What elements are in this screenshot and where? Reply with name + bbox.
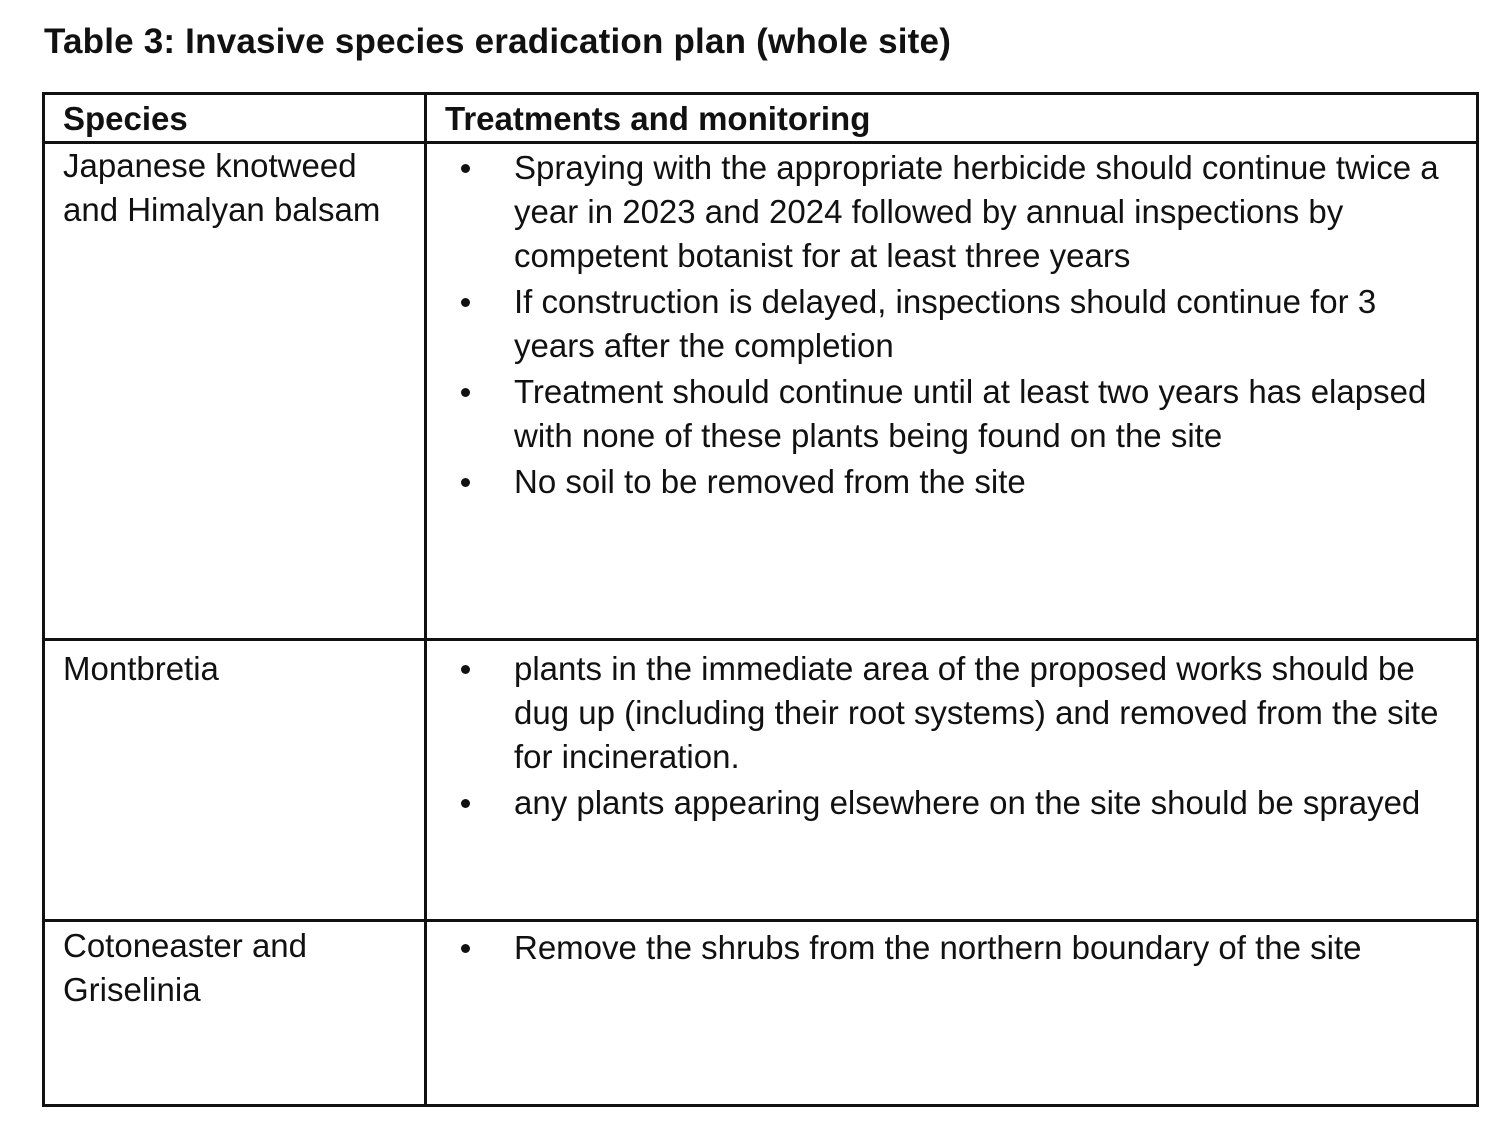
bullet-icon [461,388,470,397]
invasive-species-table [42,92,1479,1107]
table-row [44,921,1478,1106]
treatment-item [457,926,1462,970]
treatment-text: any plants appearing elsewhere on the site should be sprayed [514,784,1421,821]
species-cell: Japanese knotweed and Himalyan balsam [44,143,426,640]
treatment-text: plants in the immediate area of the proposed works should be dug up (including their root systems) and removed from the site for incineration. [514,650,1439,775]
species-cell: Montbretia [44,640,426,921]
treatments-cell [426,640,1478,921]
bullet-icon [461,478,470,487]
species-cell: Cotoneaster and Griselinia [44,921,426,1106]
treatment-list [457,926,1462,970]
treatment-text: Remove the shrubs from the northern boundary of the site [514,929,1362,966]
table-caption: Table 3: Invasive species eradication plan (whole site) [44,22,952,61]
treatment-text: No soil to be removed from the site [514,463,1026,500]
treatment-item [457,647,1462,779]
treatments-cell [426,143,1478,640]
header-species: Species [44,94,426,143]
table-header-row [44,94,1478,143]
treatment-item [457,370,1462,458]
bullet-icon [461,799,470,808]
treatment-list [457,146,1462,504]
bullet-icon [461,944,470,953]
treatment-text: Treatment should continue until at least two years has elapsed with none of these plants being found on the site [514,373,1427,454]
treatment-text: If construction is delayed, inspections should continue for 3 years after the completion [514,283,1377,364]
treatment-item [457,280,1462,368]
treatment-list [457,647,1462,825]
table-row [44,640,1478,921]
treatment-text: Spraying with the appropriate herbicide should continue twice a year in 2023 and 2024 followed by annual inspections by competent botanist for at least three years [514,149,1439,274]
treatment-item [457,781,1462,825]
table-row [44,143,1478,640]
treatments-cell [426,921,1478,1106]
bullet-icon [461,665,470,674]
treatment-item [457,146,1462,278]
header-treatments: Treatments and monitoring [426,94,1478,143]
bullet-icon [461,298,470,307]
bullet-icon [461,164,470,173]
treatment-item [457,460,1462,504]
